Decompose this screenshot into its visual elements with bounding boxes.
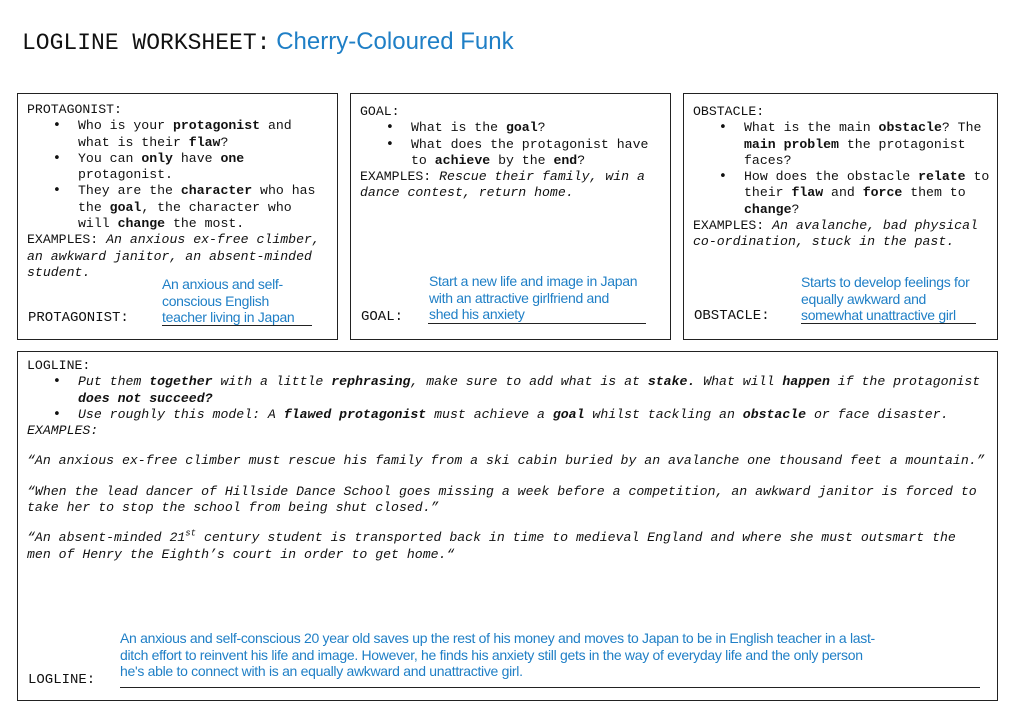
obstacle-bullet-1: • What is the main obstacle? The main problem the protagonist faces? xyxy=(693,120,991,169)
protagonist-box xyxy=(17,93,338,340)
obstacle-answer[interactable]: Starts to develop feelings for equally awkward and somewhat unattractive girl xyxy=(801,274,970,323)
protagonist-bullet-2: • You can only have one protagonist. xyxy=(27,151,331,184)
protagonist-underline xyxy=(162,325,312,326)
worksheet-label: LOGLINE WORKSHEET: xyxy=(22,30,271,56)
obstacle-bullets xyxy=(693,120,991,218)
obstacle-examples: EXAMPLES: An avalanche, bad physical co-ordination, stuck in the past. xyxy=(693,218,978,250)
obstacle-heading: OBSTACLE: xyxy=(693,104,765,119)
obstacle-instructions xyxy=(693,104,991,251)
protagonist-heading: PROTAGONIST: xyxy=(27,102,122,117)
logline-underline xyxy=(120,687,980,688)
goal-bullets xyxy=(360,120,664,169)
goal-box xyxy=(350,93,671,340)
logline-heading: LOGLINE: xyxy=(27,358,91,373)
protagonist-bullet-3: • They are the character who has the goal, the character who will change the most. xyxy=(27,183,331,232)
obstacle-field-label: OBSTACLE: xyxy=(694,308,770,324)
obstacle-box xyxy=(683,93,998,340)
goal-instructions xyxy=(360,104,664,202)
obstacle-bullet-2: • How does the obstacle relate to their flaw and force them to change? xyxy=(693,169,991,218)
goal-bullet-1: • What is the goal? xyxy=(360,120,664,136)
protagonist-bullets xyxy=(27,118,331,232)
protagonist-examples: EXAMPLES: An anxious ex-free climber, an awkward janitor, an absent-minded student. xyxy=(27,232,320,280)
logline-examples-label: EXAMPLES: xyxy=(27,423,99,439)
logline-example-2: “When the lead dancer of Hillside Dance School goes missing a week before a competition, an awkward janitor is forced to take her to stop the school from being shut closed.” xyxy=(27,483,977,516)
goal-field-label: GOAL: xyxy=(361,309,404,325)
goal-bullet-2: • What does the protagonist have to achieve by the end? xyxy=(360,137,664,170)
logline-instructions xyxy=(27,358,987,563)
goal-examples: EXAMPLES: Rescue their family, win a dance contest, return home. xyxy=(360,169,645,201)
logline-bullet-1: • Put them together with a little rephrasing, make sure to add what is at stake. What will happen if the protagonist does not succeed? xyxy=(27,374,987,407)
protagonist-bullet-1: • Who is your protagonist and what is their flaw? xyxy=(27,118,331,151)
logline-example-1: “An anxious ex-free climber must rescue his family from a ski cabin buried by an avalanche one thousand feet a mountain.” xyxy=(27,453,985,469)
goal-answer[interactable]: Start a new life and image in Japan with an attractive girlfriend and shed his anxiety xyxy=(429,273,638,322)
protagonist-instructions xyxy=(27,102,331,281)
protagonist-answer[interactable]: An anxious and self-conscious English teacher living in Japan xyxy=(162,276,295,325)
logline-example-3: “An absent-minded 21st century student is transported back in time to medieval England and where she must outsmart the men of Henry the Eighth’s court in order to get home.“ xyxy=(27,528,956,562)
obstacle-underline xyxy=(801,323,976,324)
goal-underline xyxy=(428,323,646,324)
logline-box xyxy=(17,351,998,701)
page-title xyxy=(22,28,514,56)
logline-bullets xyxy=(27,374,987,423)
goal-heading: GOAL: xyxy=(360,104,400,119)
logline-field-label: LOGLINE: xyxy=(28,672,96,688)
project-title: Cherry-Coloured Funk xyxy=(276,28,514,55)
protagonist-field-label: PROTAGONIST: xyxy=(28,310,129,326)
logline-answer[interactable]: An anxious and self-conscious 20 year old saves up the rest of his money and moves to Japan to be in English teacher in a last-ditch effort to reinvent his life and image. However, he finds his anxiety still gets in the way of everyday life and the only person he's able to connect with is an equally awkward and unattractive girl. xyxy=(120,630,875,679)
logline-bullet-2: • Use roughly this model: A flawed protagonist must achieve a goal whilst tackling an obstacle or face disaster. xyxy=(27,407,987,423)
